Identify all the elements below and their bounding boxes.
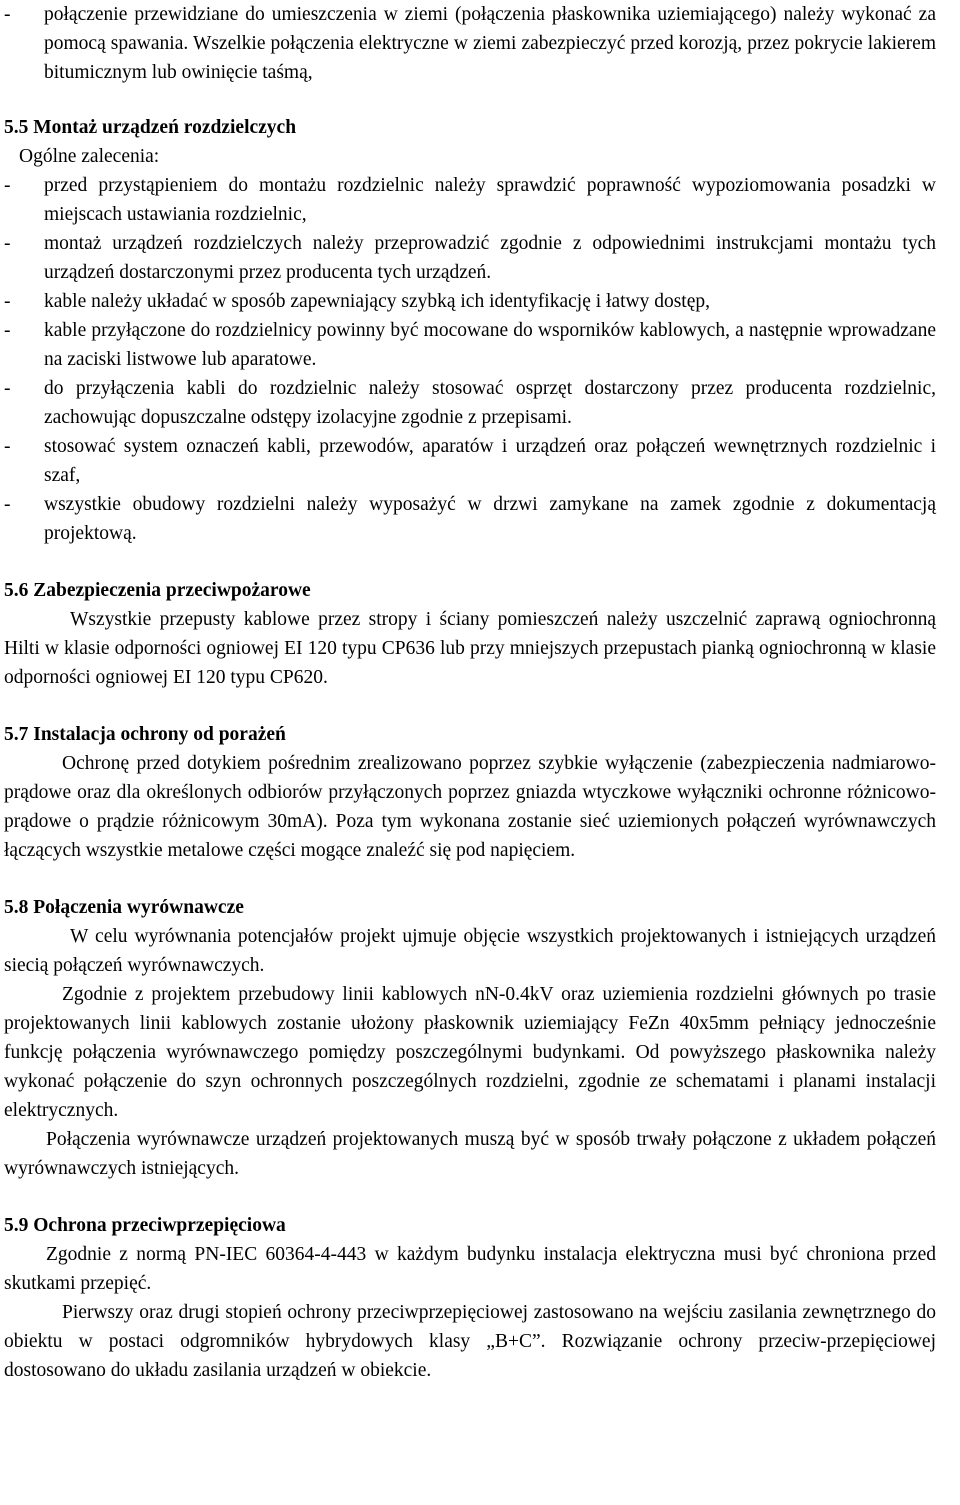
list-item: [4, 229, 936, 287]
list-item-text: montaż urządzeń rozdzielczych należy przeprowadzić zgodnie z odpowiednimi instrukcjami montażu tych urządzeń dostarczonymi przez producenta tych urządzeń.: [44, 233, 936, 283]
list-item-text: wszystkie obudowy rozdzielni należy wyposażyć w drzwi zamykane na zamek zgodnie z dokumentacją projektową.: [44, 494, 936, 544]
list-item: [4, 171, 936, 229]
paragraph: Pierwszy oraz drugi stopień ochrony przeciwprzepięciowej zastosowano na wejściu zasilania zewnętrznego do obiektu w postaci odgromników hybrydowych klasy „B+C”. Rozwiązanie ochrony przeciw-przepięciowej dostosowano do układu zasilania urządzeń w obiekcie.: [4, 1302, 936, 1381]
list-dash: -: [4, 436, 11, 457]
paragraph: Zgodnie z projektem przebudowy linii kablowych nN-0.4kV oraz uziemienia rozdzielni głównych po trasie projektowanych linii kablowych zostanie ułożony płaskownik uziemiający FeZn 40x5mm pełniący jednocześnie funkcję połączenia wyrównawczego pomiędzy poszczególnymi budynkami. Od powyższego płaskownika należy wykonać połączenie do szyn ochronnych poszczególnych rozdzielni, zgodnie ze schematami i planami instalacji elektrycznych.: [4, 984, 936, 1121]
list-item-text: stosować system oznaczeń kabli, przewodów, aparatów i urządzeń oraz połączeń wewnętrznych rozdzielnic i szaf,: [44, 436, 936, 486]
list-item: [4, 287, 936, 316]
list-dash: -: [4, 320, 11, 341]
section-subheading: Ogólne zalecenia:: [19, 146, 160, 167]
list-item-text: kable należy układać w sposób zapewniający szybką ich identyfikację i łatwy dostęp,: [44, 291, 711, 312]
paragraph: Połączenia wyrównawcze urządzeń projektowanych muszą być w sposób trwały połączone z układem połączeń wyrównawczych istniejących.: [4, 1129, 936, 1179]
list-item-text: przed przystąpieniem do montażu rozdzielnic należy sprawdzić poprawność wypoziomowania posadzki w miejscach ustawiania rozdzielnic,: [44, 175, 936, 225]
paragraph: Ochronę przed dotykiem pośrednim zrealizowano poprzez szybkie wyłączenie (zabezpieczenia nadmiarowo-prądowe oraz dla określonych odbiorów przyłączonych poprzez gniazda wtyczkowe wyłączniki ochronne różnicowo-prądowe o prądzie różnicowym 30mA). Poza tym wykonana zostanie sieć uziemionych połączeń wyrównawczych łączących wszystkie metalowe części mogące znaleźć się pod napięciem.: [4, 753, 936, 861]
section-heading-5-5: 5.5 Montaż urządzeń rozdzielczych: [4, 117, 297, 138]
paragraph: Wszystkie przepusty kablowe przez stropy i ściany pomieszczeń należy uszczelnić zaprawą ogniochronną Hilti w klasie odporności ogniowej EI 120 typu CP636 lub przy mniejszych przepustach pianką ogniochronną w klasie odporności ogniowej EI 120 typu CP620.: [4, 609, 936, 688]
document-page: [4, 0, 936, 1385]
list-item-text: do przyłączenia kabli do rozdzielnic należy stosować osprzęt dostarczony przez producenta rozdzielnic, zachowując dopuszczalne odstępy izolacyjne zgodnie z przepisami.: [44, 378, 936, 428]
section-heading-5-8: 5.8 Połączenia wyrównawcze: [4, 897, 244, 918]
list-dash: -: [4, 4, 11, 25]
paragraph: W celu wyrównania potencjałów projekt ujmuje objęcie wszystkich projektowanych i istniejących urządzeń siecią połączeń wyrównawczych.: [4, 926, 936, 976]
list-dash: -: [4, 494, 11, 515]
list-item: [4, 432, 936, 490]
list-dash: -: [4, 378, 11, 399]
list-dash: -: [4, 291, 11, 312]
list-item-text: kable przyłączone do rozdzielnicy powinny być mocowane do wsporników kablowych, a następnie wprowadzane na zaciski listwowe lub aparatowe.: [44, 320, 936, 370]
list-item: [4, 490, 936, 548]
paragraph: Zgodnie z normą PN-IEC 60364-4-443 w każdym budynku instalacja elektryczna musi być chroniona przed skutkami przepięć.: [4, 1244, 936, 1294]
list-item: [4, 374, 936, 432]
list-dash: -: [4, 233, 11, 254]
section-heading-5-9: 5.9 Ochrona przeciwprzepięciowa: [4, 1215, 286, 1236]
list-dash: -: [4, 175, 11, 196]
section-heading-5-6: 5.6 Zabezpieczenia przeciwpożarowe: [4, 580, 311, 601]
list-item: [4, 0, 936, 87]
list-item: [4, 316, 936, 374]
list-item-text: połączenie przewidziane do umieszczenia w ziemi (połączenia płaskownika uziemiającego) należy wykonać za pomocą spawania. Wszelkie połączenia elektryczne w ziemi zabezpieczyć przed korozją, przez pokrycie lakierem bitumicznym lub owinięcie taśmą,: [44, 4, 936, 83]
section-heading-5-7: 5.7 Instalacja ochrony od porażeń: [4, 724, 286, 745]
